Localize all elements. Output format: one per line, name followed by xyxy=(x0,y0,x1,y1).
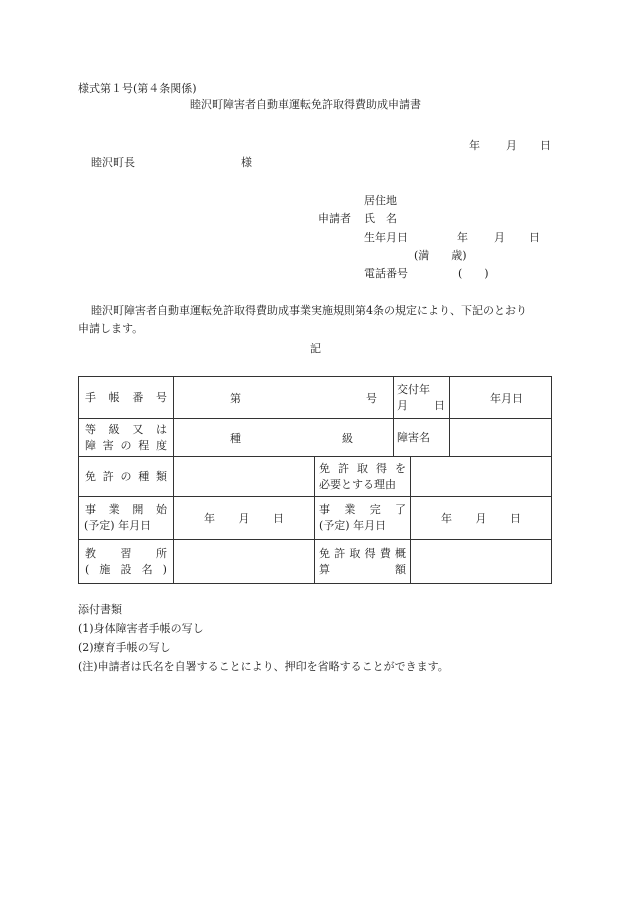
issue-date-value xyxy=(450,377,552,419)
start-date-l2a: (予定) xyxy=(84,519,115,532)
name-label: 氏 名 xyxy=(364,212,397,225)
school-label-l1: 教 習 所 xyxy=(85,546,167,560)
issue-date-l1: 交付年 xyxy=(397,382,431,396)
start-date-l1: 事 業 開 始 xyxy=(85,503,167,516)
end-date-l1: 事 業 完 了 xyxy=(319,503,407,516)
cost-label xyxy=(315,540,411,584)
form-number: 様式第１号(第４条関係) xyxy=(78,82,197,95)
addressee-name: 睦沢町長 xyxy=(91,156,135,169)
end-month: 月 xyxy=(475,512,487,525)
license-type-value xyxy=(174,457,315,497)
addressee-honorific: 様 xyxy=(241,156,252,169)
handbook-number-cell xyxy=(174,377,394,419)
license-type-label: 免 許 の 種 類 xyxy=(79,457,174,497)
date-day: 日 xyxy=(540,139,551,152)
cost-value xyxy=(411,540,552,584)
end-date-value xyxy=(411,497,552,540)
go-label: 号 xyxy=(366,391,378,405)
handbook-number-text: 手 帳 番 号 xyxy=(85,390,167,404)
disability-name-label: 障害名 xyxy=(394,419,450,457)
end-day: 日 xyxy=(510,512,522,525)
reason-label-l2: 必要とする理由 xyxy=(319,477,396,491)
shu-label: 種 xyxy=(230,431,241,445)
birth-day: 日 xyxy=(529,231,540,244)
kyu-label: 級 xyxy=(342,431,354,445)
handbook-number-label xyxy=(79,377,174,419)
end-date-l2b: 年月日 xyxy=(353,519,387,532)
disability-name-value xyxy=(450,419,552,457)
dai-label: 第 xyxy=(230,391,241,405)
applicant-label: 申請者 xyxy=(318,212,351,225)
end-date-label xyxy=(315,497,411,540)
phone-paren: ( ) xyxy=(458,267,489,280)
attachment-item-1: (1)身体障害者手帳の写し xyxy=(78,622,204,635)
issue-day: 日 xyxy=(512,391,524,405)
issue-date-label xyxy=(394,377,450,419)
grade-label-l1: 等 級 又 は xyxy=(85,422,167,436)
attachment-note: (注)申請者は氏名を自署することにより、押印を省略することができます。 xyxy=(78,660,449,673)
body-text-line2: 申請します。 xyxy=(78,322,144,335)
age-field: (満 歳) xyxy=(414,249,467,262)
grade-value xyxy=(174,419,394,457)
school-value xyxy=(174,540,315,584)
end-date-l2a: (予定) xyxy=(319,519,350,532)
start-day: 日 xyxy=(273,512,284,525)
date-month: 月 xyxy=(506,139,517,152)
document-title: 睦沢町障害者自動車運転免許取得費助成申請書 xyxy=(190,98,421,111)
start-year: 年 xyxy=(204,512,215,525)
reason-label-l1: 免 許 取 得 を xyxy=(319,461,406,475)
phone-label: 電話番号 xyxy=(364,267,408,280)
date-year: 年 xyxy=(469,139,480,152)
birth-year: 年 xyxy=(457,231,468,244)
cost-label-l1: 免 許 取 得 費 概 xyxy=(319,546,407,560)
start-month: 月 xyxy=(238,512,250,525)
issue-year: 年 xyxy=(490,391,502,405)
cost-label-l2: 算 額 xyxy=(319,562,407,576)
grade-label xyxy=(79,419,174,457)
address-label: 居住地 xyxy=(364,194,397,207)
end-year: 年 xyxy=(441,512,453,525)
body-text-line1: 睦沢町障害者自動車運転免許取得費助成事業実施規則第4条の規定により、下記のとおり xyxy=(91,304,527,317)
start-date-value xyxy=(174,497,315,540)
reason-label xyxy=(315,457,411,497)
birth-month: 月 xyxy=(494,231,505,244)
grade-label-l2: 障 害 の 程 度 xyxy=(85,438,167,452)
attachment-item-2: (2)療育手帳の写し xyxy=(78,641,171,654)
issue-month: 月 xyxy=(501,391,513,405)
school-label xyxy=(79,540,174,584)
school-label-l2: ( 施 設 名 ) xyxy=(85,562,167,576)
reason-value xyxy=(411,457,552,497)
issue-date-l2: 月 日 xyxy=(397,398,446,412)
application-table xyxy=(78,376,552,584)
birthdate-label: 生年月日 xyxy=(364,231,408,244)
start-date-label xyxy=(79,497,174,540)
attachments-heading: 添付書類 xyxy=(78,603,122,616)
start-date-l2b: 年月日 xyxy=(118,519,152,532)
ki-label: 記 xyxy=(310,342,321,355)
